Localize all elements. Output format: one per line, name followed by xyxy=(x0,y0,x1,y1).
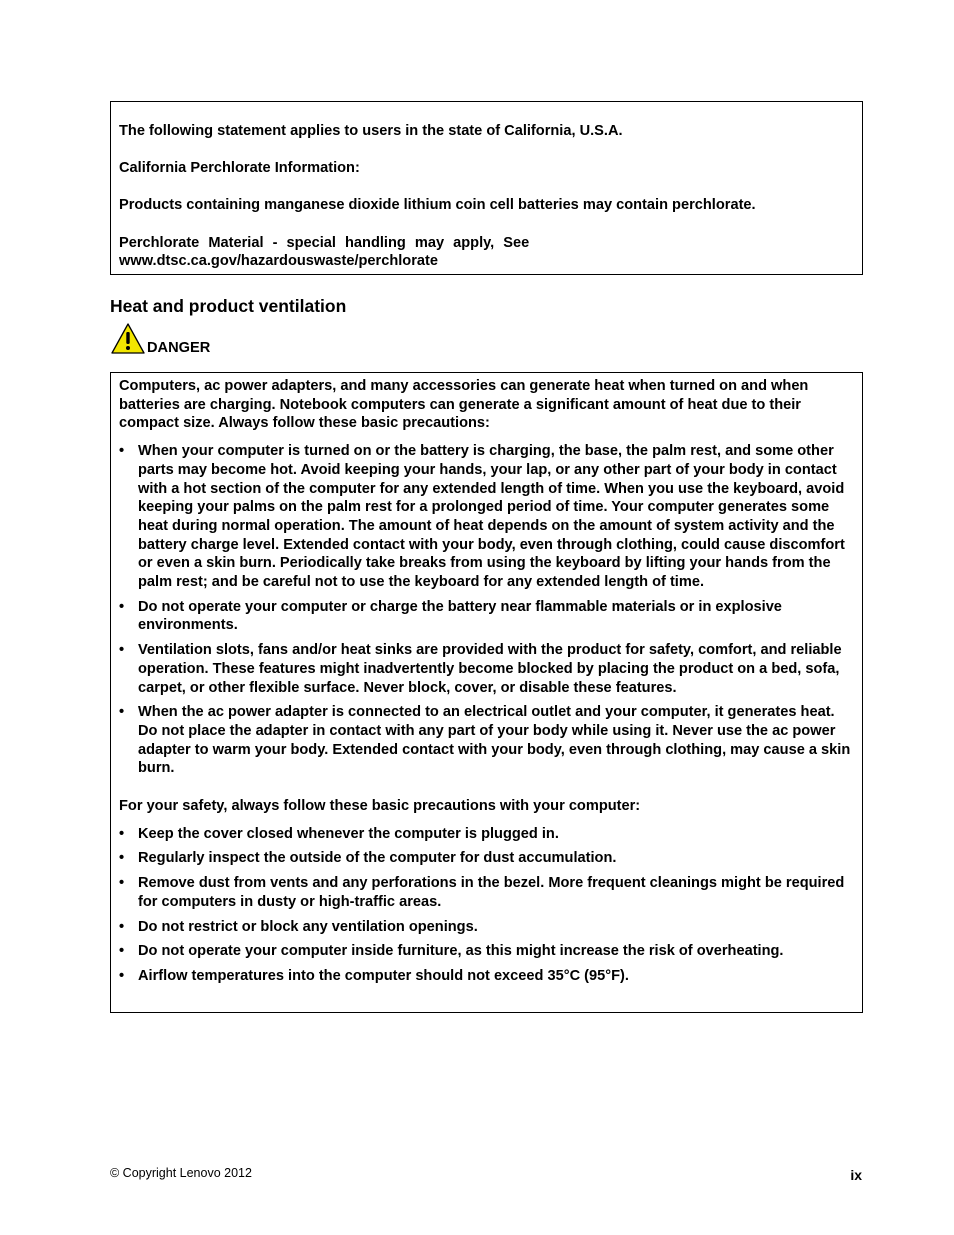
bullet-icon: • xyxy=(119,918,125,935)
list-item xyxy=(119,874,854,911)
bullet-icon: • xyxy=(119,850,125,867)
list-item-text: Do not restrict or block any ventilation openings. xyxy=(138,918,478,935)
california-material-line2: www.dtsc.ca.gov/hazardouswaste/perchlorate xyxy=(119,253,438,269)
list-item xyxy=(119,641,854,697)
california-statement: The following statement applies to users in the state of California, U.S.A. xyxy=(119,123,623,139)
danger-label: DANGER xyxy=(147,340,211,356)
warning-triangle-icon xyxy=(110,322,146,356)
list-item xyxy=(119,442,854,592)
bullet-icon: • xyxy=(119,642,125,659)
list-item-text: Ventilation slots, fans and/or heat sinks are provided with the product for safety, comfort, and reliable operation. These features might inadvertently become blocked by placing the product on a bed, sofa, carpet, or other flexible surface. Never block, cover, or disable these features. xyxy=(138,642,842,696)
bullet-icon: • xyxy=(119,704,125,721)
bullet-icon: • xyxy=(119,875,125,892)
list-item-text: Regularly inspect the outside of the computer for dust accumulation. xyxy=(138,850,617,867)
bullet-icon: • xyxy=(119,943,125,960)
list-item-text: Do not operate your computer inside furniture, as this might increase the risk of overheating. xyxy=(138,943,784,960)
bullet-icon: • xyxy=(119,443,125,460)
heat-intro: Computers, ac power adapters, and many accessories can generate heat when turned on and when batteries are charging. Notebook computers can generate a significant amount of heat due to their compact size. Always follow these basic precautions: xyxy=(119,378,809,432)
list-item-text: Airflow temperatures into the computer should not exceed 35°C (95°F). xyxy=(138,967,629,984)
california-products: Products containing manganese dioxide lithium coin cell batteries may contain perchlorate. xyxy=(119,197,756,213)
list-item xyxy=(119,918,854,937)
list-item xyxy=(119,942,854,961)
list-item-text: When the ac power adapter is connected to an electrical outlet and your computer, it generates heat. Do not place the adapter in contact with any part of your body while using it. Never use the ac power adapter to warm your body. Extended contact with your body, even through clothing, may cause a skin burn. xyxy=(138,704,851,777)
california-notice-box xyxy=(110,101,863,275)
bullet-icon: • xyxy=(119,825,125,842)
section-title: Heat and product ventilation xyxy=(110,296,347,316)
list-item-text: Remove dust from vents and any perforations in the bezel. More frequent cleanings might be required for computers in dusty or high-traffic areas. xyxy=(138,875,845,910)
safety-bullet-list xyxy=(119,825,854,986)
list-item xyxy=(119,967,854,986)
california-material-line1: Perchlorate Material - special handling may apply, See xyxy=(119,235,530,251)
page-number: ix xyxy=(850,1167,862,1183)
california-heading: California Perchlorate Information: xyxy=(119,160,360,176)
list-item-text: When your computer is turned on or the battery is charging, the base, the palm rest, and some other parts may become hot. Avoid keeping your hands, your lap, or any other part of your body in contact with a hot section of the computer for any extended length of time. When you use the keyboard, avoid keeping your palms on the palm rest for a prolonged period of time. Your computer generates some heat during normal operation. The amount of heat depends on the amount of system activity and the battery charge level. Extended contact with your body, even through clothing, could cause discomfort or even a skin burn. Periodically take breaks from using the keyboard by lifting your hands from the palm rest; and be careful not to use the keyboard for any extended length of time. xyxy=(138,443,845,591)
list-item-text: Keep the cover closed whenever the computer is plugged in. xyxy=(138,825,559,842)
list-item xyxy=(119,703,854,778)
safety-intro: For your safety, always follow these basic precautions with your computer: xyxy=(119,798,641,815)
list-item xyxy=(119,849,854,868)
footer-copyright: © Copyright Lenovo 2012 xyxy=(110,1166,252,1180)
heat-danger-box xyxy=(110,372,863,1013)
list-item-text: Do not operate your computer or charge the battery near flammable materials or in explosive environments. xyxy=(138,598,782,634)
heat-bullet-list xyxy=(119,442,854,778)
list-item xyxy=(119,825,854,844)
list-item xyxy=(119,598,854,635)
bullet-icon: • xyxy=(119,598,125,615)
bullet-icon: • xyxy=(119,967,125,984)
